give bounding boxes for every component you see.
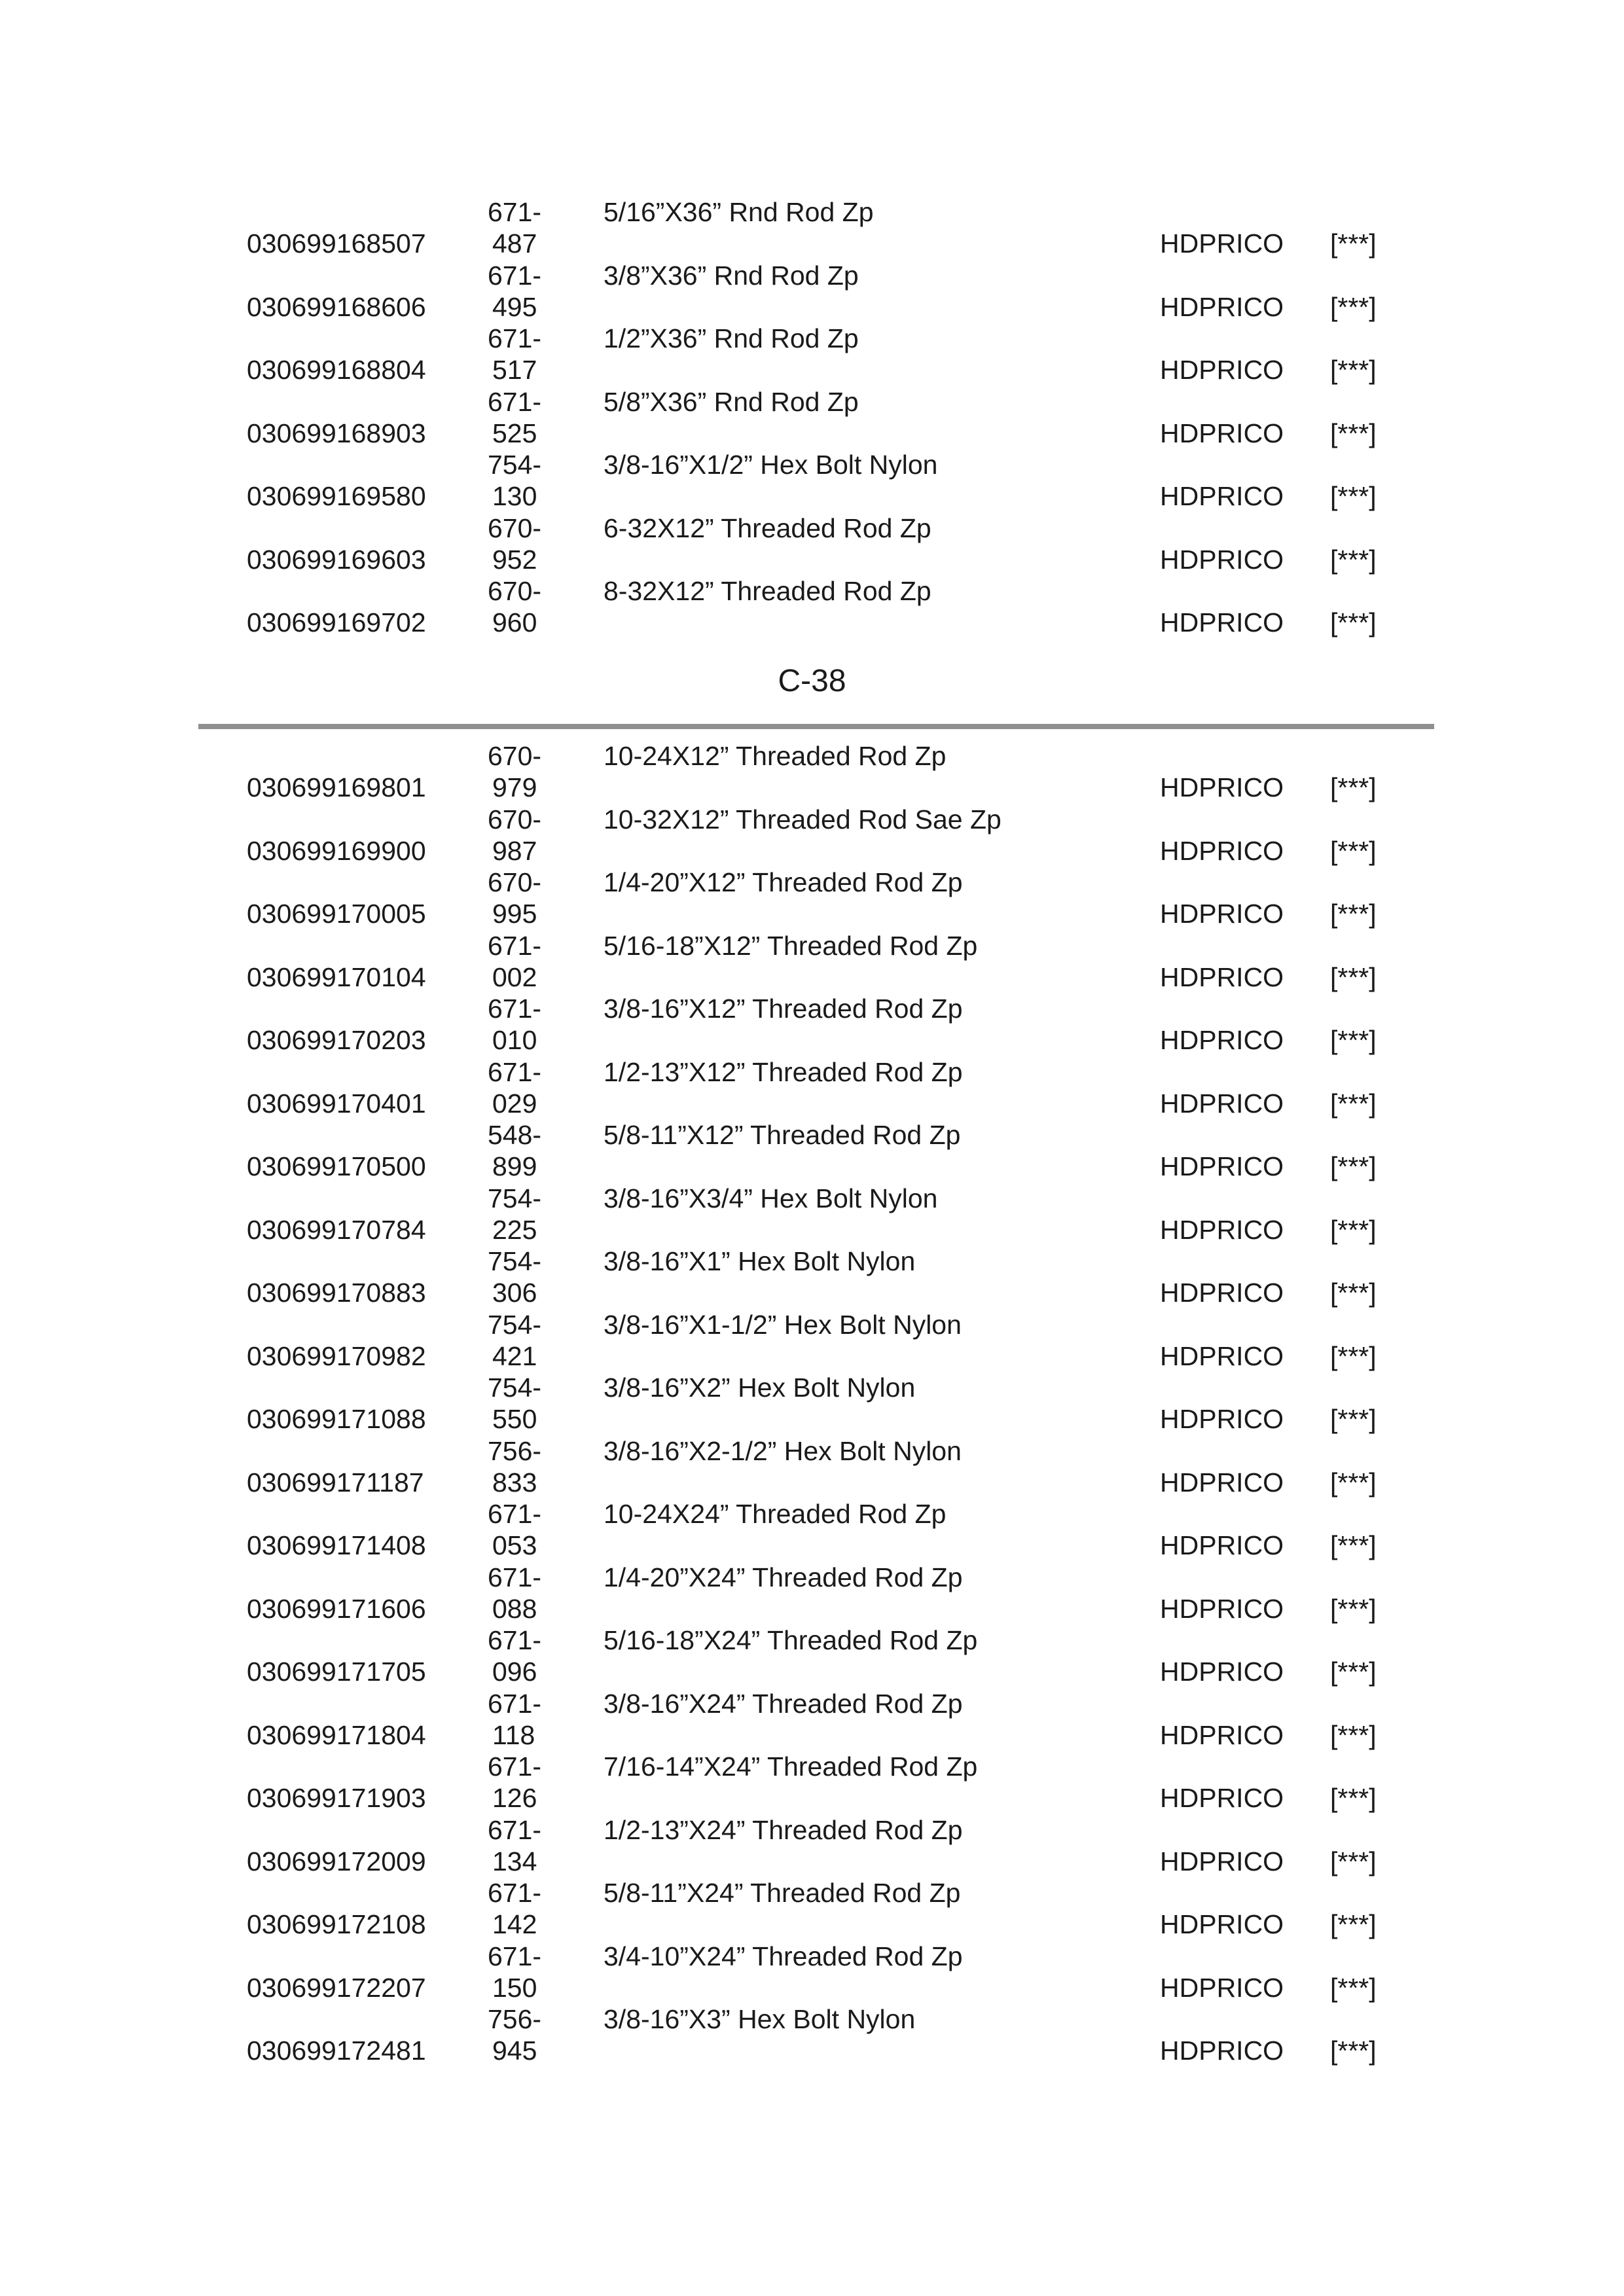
item-row [0,993,1624,1056]
vendor-code: HDPRICO [1160,1025,1284,1055]
upc-code: 030699172108 [247,1909,426,1939]
upc-code: 030699170203 [247,1025,426,1055]
redaction-marker: [***] [1330,1088,1377,1119]
vendor-code: HDPRICO [1160,544,1284,575]
vendor-code: HDPRICO [1160,899,1284,929]
sku-suffix: 126 [492,1783,537,1813]
item-description: 3/8-16”X1-1/2” Hex Bolt Nylon [604,1309,962,1340]
upc-code: 030699169603 [247,544,426,575]
redaction-marker: [***] [1330,481,1377,511]
sku-suffix: 142 [492,1909,537,1939]
item-row [0,2003,1624,2067]
item-row [0,386,1624,450]
item-description: 5/8-11”X24” Threaded Rod Zp [604,1878,961,1908]
sku-suffix: 130 [492,481,537,511]
item-row [0,1309,1624,1372]
item-description: 3/8-16”X2-1/2” Hex Bolt Nylon [604,1435,962,1466]
sku-prefix: 671- [488,1688,542,1719]
item-description: 10-24X24” Threaded Rod Zp [604,1499,947,1529]
redaction-marker: [***] [1330,291,1377,322]
upc-code: 030699171408 [247,1530,426,1560]
upc-code: 030699170005 [247,899,426,929]
vendor-code: HDPRICO [1160,1972,1284,2003]
item-description: 5/16-18”X24” Threaded Rod Zp [604,1625,978,1655]
upc-code: 030699169580 [247,481,426,511]
sku-suffix: 979 [492,772,537,802]
sku-prefix: 671- [488,1751,542,1782]
upc-code: 030699170500 [247,1151,426,1181]
vendor-code: HDPRICO [1160,772,1284,802]
sku-prefix: 754- [488,1309,542,1340]
sku-prefix: 671- [488,1562,542,1592]
item-row [0,1183,1624,1246]
redaction-marker: [***] [1330,1151,1377,1181]
sku-suffix: 029 [492,1088,537,1119]
sku-prefix: 671- [488,323,542,353]
redaction-marker: [***] [1330,1214,1377,1245]
item-row [0,1814,1624,1878]
sku-suffix: 899 [492,1151,537,1181]
sku-prefix: 671- [488,1878,542,1908]
sku-suffix: 495 [492,291,537,322]
redaction-marker: [***] [1330,418,1377,448]
upc-code: 030699171804 [247,1719,426,1750]
item-description: 5/8-11”X12” Threaded Rod Zp [604,1120,961,1150]
vendor-code: HDPRICO [1160,835,1284,866]
redaction-marker: [***] [1330,1909,1377,1939]
sku-suffix: 096 [492,1657,537,1687]
sku-prefix: 671- [488,1625,542,1655]
item-row [0,867,1624,930]
redaction-marker: [***] [1330,1025,1377,1055]
sku-prefix: 754- [488,1372,542,1403]
item-description: 3/8-16”X3” Hex Bolt Nylon [604,2004,916,2034]
item-description: 1/2-13”X24” Threaded Rod Zp [604,1814,963,1845]
vendor-code: HDPRICO [1160,1088,1284,1119]
sku-suffix: 517 [492,355,537,385]
redaction-marker: [***] [1330,1719,1377,1750]
item-row [0,1941,1624,2004]
upc-code: 030699171088 [247,1404,426,1434]
redaction-marker: [***] [1330,1657,1377,1687]
redaction-marker: [***] [1330,1783,1377,1813]
item-description: 10-32X12” Threaded Rod Sae Zp [604,804,1001,834]
sku-suffix: 833 [492,1467,537,1498]
vendor-code: HDPRICO [1160,1719,1284,1750]
redaction-marker: [***] [1330,228,1377,259]
item-description: 3/8-16”X1” Hex Bolt Nylon [604,1246,916,1276]
sku-suffix: 306 [492,1278,537,1308]
page-divider [198,724,1434,729]
sku-prefix: 754- [488,1183,542,1213]
vendor-code: HDPRICO [1160,1151,1284,1181]
sku-prefix: 754- [488,1246,542,1276]
item-description: 3/8-16”X3/4” Hex Bolt Nylon [604,1183,938,1213]
sku-suffix: 118 [492,1719,535,1750]
redaction-marker: [***] [1330,1846,1377,1876]
item-description: 10-24X12” Threaded Rod Zp [604,741,947,771]
vendor-code: HDPRICO [1160,1846,1284,1876]
item-description: 1/2-13”X12” Threaded Rod Zp [604,1056,963,1087]
upc-code: 030699168804 [247,355,426,385]
upc-code: 030699170982 [247,1340,426,1371]
vendor-code: HDPRICO [1160,1909,1284,1939]
sku-suffix: 952 [492,544,537,575]
sku-prefix: 754- [488,450,542,480]
sku-prefix: 671- [488,260,542,291]
item-row [0,575,1624,639]
upc-code: 030699169900 [247,835,426,866]
sku-prefix: 670- [488,512,542,543]
item-description: 1/2”X36” Rnd Rod Zp [604,323,859,353]
item-row [0,512,1624,576]
upc-code: 030699169801 [247,772,426,802]
upc-code: 030699168606 [247,291,426,322]
item-row [0,1688,1624,1751]
sku-suffix: 960 [492,607,537,637]
item-list-top [0,196,1624,639]
upc-code: 030699168507 [247,228,426,259]
item-row [0,1877,1624,1941]
vendor-code: HDPRICO [1160,1530,1284,1560]
sku-prefix: 671- [488,1499,542,1529]
vendor-code: HDPRICO [1160,2036,1284,2066]
sku-prefix: 670- [488,741,542,771]
vendor-code: HDPRICO [1160,1404,1284,1434]
vendor-code: HDPRICO [1160,228,1284,259]
item-row [0,1624,1624,1688]
vendor-code: HDPRICO [1160,1467,1284,1498]
upc-code: 030699172481 [247,2036,426,2066]
upc-code: 030699170104 [247,961,426,992]
sku-suffix: 010 [492,1025,537,1055]
sku-suffix: 225 [492,1214,537,1245]
item-row [0,740,1624,804]
item-row [0,804,1624,867]
item-description: 1/4-20”X24” Threaded Rod Zp [604,1562,963,1592]
item-description: 5/16”X36” Rnd Rod Zp [604,197,874,227]
redaction-marker: [***] [1330,1972,1377,2003]
sku-prefix: 670- [488,576,542,606]
redaction-marker: [***] [1330,1340,1377,1371]
sku-prefix: 671- [488,197,542,227]
sku-suffix: 053 [492,1530,537,1560]
sku-prefix: 671- [488,994,542,1024]
redaction-marker: [***] [1330,2036,1377,2066]
redaction-marker: [***] [1330,1467,1377,1498]
upc-code: 030699170401 [247,1088,426,1119]
vendor-code: HDPRICO [1160,355,1284,385]
vendor-code: HDPRICO [1160,418,1284,448]
item-list-bottom [0,740,1624,2067]
item-row [0,1435,1624,1499]
upc-code: 030699170883 [247,1278,426,1308]
item-description: 8-32X12” Threaded Rod Zp [604,576,931,606]
redaction-marker: [***] [1330,1278,1377,1308]
sku-suffix: 995 [492,899,537,929]
redaction-marker: [***] [1330,355,1377,385]
item-description: 3/8”X36” Rnd Rod Zp [604,260,859,291]
sku-suffix: 550 [492,1404,537,1434]
sku-prefix: 671- [488,1056,542,1087]
page-label: C-38 [778,664,846,698]
item-description: 5/8”X36” Rnd Rod Zp [604,386,859,417]
upc-code: 030699170784 [247,1214,426,1245]
vendor-code: HDPRICO [1160,291,1284,322]
item-description: 7/16-14”X24” Threaded Rod Zp [604,1751,978,1782]
item-row [0,260,1624,323]
sku-prefix: 756- [488,2004,542,2034]
sku-suffix: 945 [492,2036,537,2066]
redaction-marker: [***] [1330,1530,1377,1560]
item-row [0,1372,1624,1435]
sku-prefix: 671- [488,1941,542,1971]
vendor-code: HDPRICO [1160,1340,1284,1371]
sku-prefix: 548- [488,1120,542,1150]
sku-prefix: 671- [488,930,542,961]
item-row [0,449,1624,512]
redaction-marker: [***] [1330,1593,1377,1624]
item-description: 3/8-16”X24” Threaded Rod Zp [604,1688,963,1719]
upc-code: 030699171187 [247,1467,424,1498]
sku-prefix: 671- [488,386,542,417]
item-description: 3/4-10”X24” Threaded Rod Zp [604,1941,963,1971]
item-row [0,1751,1624,1814]
vendor-code: HDPRICO [1160,481,1284,511]
vendor-code: HDPRICO [1160,1783,1284,1813]
sku-suffix: 150 [492,1972,537,2003]
sku-prefix: 671- [488,1814,542,1845]
item-description: 5/16-18”X12” Threaded Rod Zp [604,930,978,961]
item-description: 3/8-16”X2” Hex Bolt Nylon [604,1372,916,1403]
sku-prefix: 670- [488,804,542,834]
item-description: 3/8-16”X12” Threaded Rod Zp [604,994,963,1024]
vendor-code: HDPRICO [1160,607,1284,637]
item-row [0,196,1624,260]
upc-code: 030699169702 [247,607,426,637]
item-row [0,1056,1624,1120]
redaction-marker: [***] [1330,772,1377,802]
sku-prefix: 670- [488,867,542,897]
redaction-marker: [***] [1330,899,1377,929]
vendor-code: HDPRICO [1160,1278,1284,1308]
item-row [0,930,1624,994]
upc-code: 030699171705 [247,1657,426,1687]
sku-suffix: 987 [492,835,537,866]
upc-code: 030699171903 [247,1783,426,1813]
redaction-marker: [***] [1330,607,1377,637]
upc-code: 030699172009 [247,1846,426,1876]
item-row [0,1498,1624,1562]
vendor-code: HDPRICO [1160,1657,1284,1687]
redaction-marker: [***] [1330,835,1377,866]
vendor-code: HDPRICO [1160,961,1284,992]
item-row [0,1562,1624,1625]
upc-code: 030699171606 [247,1593,426,1624]
sku-suffix: 088 [492,1593,537,1624]
item-description: 1/4-20”X12” Threaded Rod Zp [604,867,963,897]
sku-suffix: 487 [492,228,537,259]
sku-suffix: 134 [492,1846,537,1876]
item-row [0,1119,1624,1183]
item-row [0,323,1624,386]
upc-code: 030699172207 [247,1972,426,2003]
vendor-code: HDPRICO [1160,1214,1284,1245]
vendor-code: HDPRICO [1160,1593,1284,1624]
redaction-marker: [***] [1330,961,1377,992]
redaction-marker: [***] [1330,1404,1377,1434]
upc-code: 030699168903 [247,418,426,448]
item-row [0,1246,1624,1309]
sku-suffix: 421 [492,1340,537,1371]
sku-suffix: 002 [492,961,537,992]
sku-suffix: 525 [492,418,537,448]
redaction-marker: [***] [1330,544,1377,575]
item-description: 6-32X12” Threaded Rod Zp [604,512,931,543]
item-description: 3/8-16”X1/2” Hex Bolt Nylon [604,450,938,480]
sku-prefix: 756- [488,1435,542,1466]
